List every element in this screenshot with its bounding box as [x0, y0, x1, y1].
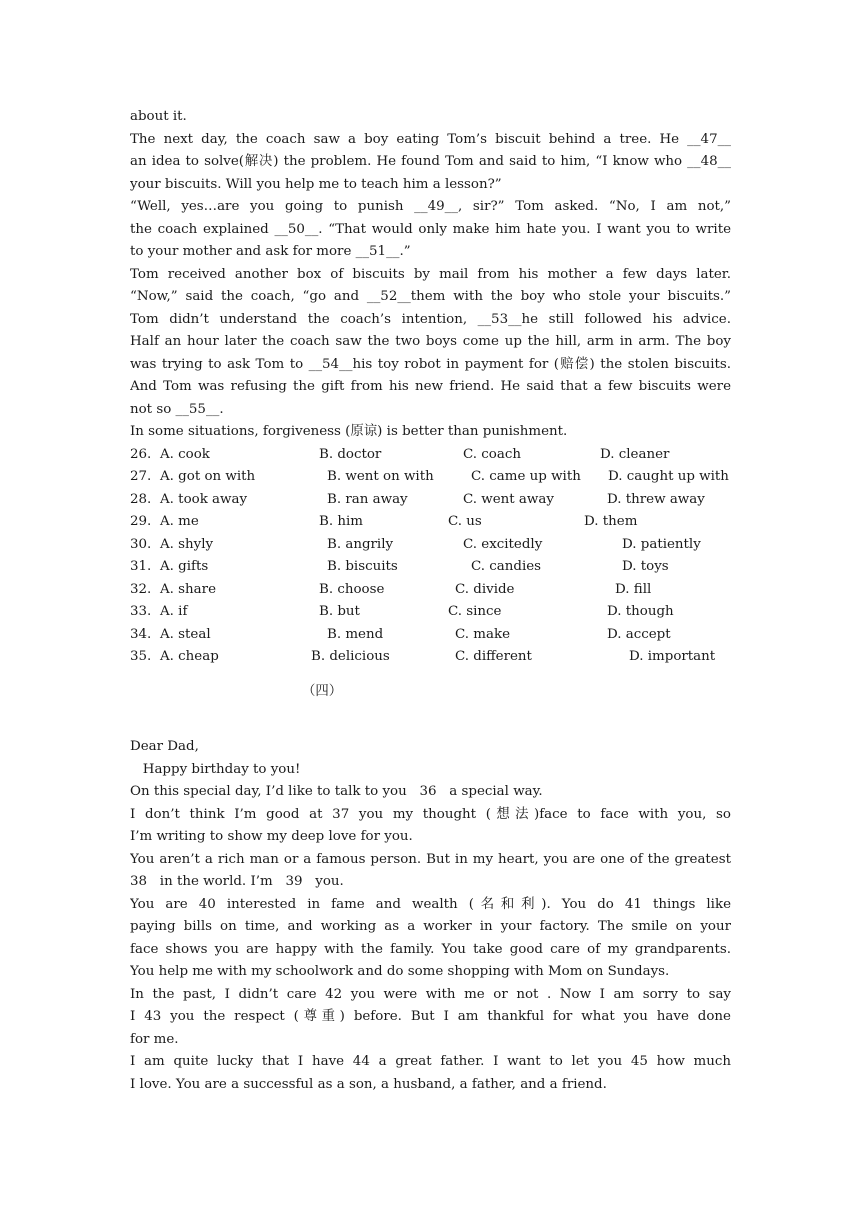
option-d: D. them [584, 514, 638, 529]
passage-line: In some situations, forgiveness (原谅) is better than punishment. [130, 424, 568, 439]
letter-line: face shows you are happy with the family. You take good care of my grandparents. [130, 941, 731, 957]
option-d: D. fill [615, 581, 652, 597]
option-b: B. doctor [319, 446, 382, 462]
option-d: D. threw away [607, 491, 705, 507]
letter-line: I am quite lucky that I have 44 a great father. I want to let you 45 how much [130, 1054, 731, 1069]
question-options [130, 624, 731, 647]
passage-line: Half an hour later the coach saw the two boys come up the hill, arm in arm. The boy [130, 334, 731, 349]
passage-line: was trying to ask Tom to __54__his toy robot in payment for (赔偿) the stolen biscuits. [130, 356, 731, 372]
question-number: 26. [130, 446, 152, 462]
passage-line: “Well, yes…are you going to punish __49__, sir?” Tom asked. “No, I am not,” [130, 199, 731, 214]
option-d: D. important [629, 649, 716, 664]
option-b: B. delicious [311, 649, 390, 664]
letter-line: I love. You are a successful as a son, a husband, a father, and a friend. [130, 1076, 607, 1092]
question-number: 31. [130, 559, 152, 574]
letter-line: You are 40 interested in fame and wealth (名和利). You do 41 things like [130, 896, 731, 912]
question-number: 35. [130, 649, 152, 664]
option-a: A. gifts [160, 559, 209, 574]
letter-line: On this special day, I’d like to talk to you 36 a special way. [130, 784, 543, 799]
passage-line: about it. [130, 109, 187, 124]
passage-line: The next day, the coach saw a boy eating Tom’s biscuit behind a tree. He __47__ [130, 131, 731, 147]
option-b: B. angrily [327, 536, 394, 552]
option-c: C. excitedly [463, 536, 543, 552]
question-options [130, 556, 731, 579]
option-d: D. though [607, 604, 674, 619]
option-b: B. choose [319, 581, 385, 597]
passage-line: an idea to solve(解决) the problem. He found Tom and said to him, “I know who __48__ [130, 154, 731, 169]
document-body [130, 106, 731, 1096]
passage-line: not so __55__. [130, 401, 224, 417]
option-a: A. cheap [160, 649, 219, 664]
option-c: C. divide [455, 581, 515, 597]
option-a: A. steal [160, 626, 211, 642]
blank-line [130, 714, 731, 737]
option-b: B. him [319, 514, 363, 529]
option-b: B. ran away [327, 491, 408, 507]
option-b: B. went on with [327, 469, 434, 484]
option-a: A. took away [160, 491, 248, 507]
letter-line: In the past, I didn’t care 42 you were with me or not . Now I am sorry to say [130, 986, 731, 1002]
letter-line: I’m writing to show my deep love for you. [130, 829, 413, 844]
option-d: D. cleaner [600, 446, 670, 462]
passage-line: “Now,” said the coach, “go and __52__them with the boy who stole your biscuits.” [130, 289, 731, 304]
question-options [130, 489, 731, 512]
option-a: A. share [160, 581, 216, 597]
option-d: D. patiently [622, 536, 701, 552]
option-d: D. caught up with [608, 469, 729, 484]
question-options [130, 444, 731, 467]
option-c: C. different [455, 649, 532, 664]
letter-passage [130, 736, 731, 1096]
question-number: 28. [130, 491, 152, 507]
option-b: B. mend [327, 626, 384, 642]
option-a: A. me [160, 514, 199, 529]
letter-line: You help me with my schoolwork and do some shopping with Mom on Sundays. [130, 964, 670, 979]
option-b: B. but [319, 604, 360, 619]
option-c: C. went away [463, 491, 554, 507]
option-a: A. got on with [160, 469, 256, 484]
question-number: 34. [130, 626, 152, 642]
passage-line: Tom received another box of biscuits by mail from his mother a few days later. [130, 266, 731, 282]
passage-line: Tom didn’t understand the coach’s intention, __53__he still followed his advice. [130, 311, 731, 327]
option-c: C. candies [471, 559, 542, 574]
letter-salutation: Dear Dad, [130, 739, 199, 754]
question-number: 29. [130, 514, 152, 529]
option-c: C. us [448, 514, 482, 529]
option-c: C. make [455, 626, 511, 642]
passage-line: your biscuits. Will you help me to teach him a lesson?” [130, 176, 502, 192]
letter-line: I don’t think I’m good at 37 you my thought (想法)face to face with you, so [130, 806, 731, 822]
question-number: 27. [130, 469, 152, 484]
letter-line: I 43 you the respect (尊重) before. But I am thankful for what you have done [130, 1009, 731, 1024]
section-heading: （四） [302, 683, 343, 699]
passage-3 [130, 106, 731, 444]
option-c: C. coach [463, 446, 521, 462]
question-options [130, 466, 731, 489]
question-options [130, 534, 731, 557]
passage-line: the coach explained __50__. “That would only make him hate you. I want you to write [130, 221, 731, 237]
option-b: B. biscuits [327, 559, 398, 574]
question-options [130, 646, 731, 669]
option-a: A. cook [160, 446, 210, 462]
letter-line: Happy birthday to you! [130, 761, 301, 777]
options-list [130, 444, 731, 669]
letter-line: paying bills on time, and working as a worker in your factory. The smile on your [130, 919, 731, 934]
option-d: D. toys [622, 559, 669, 574]
letter-line: You aren’t a rich man or a famous person. But in my heart, you are one of the greatest [130, 851, 731, 867]
question-options [130, 579, 731, 602]
option-d: D. accept [607, 626, 671, 642]
passage-line: to your mother and ask for more __51__.” [130, 244, 411, 259]
question-number: 30. [130, 536, 152, 552]
option-a: A. if [160, 604, 188, 619]
passage-line: And Tom was refusing the gift from his new friend. He said that a few biscuits were [130, 379, 731, 394]
option-c: C. came up with [471, 469, 581, 484]
question-options [130, 601, 731, 624]
question-number: 32. [130, 581, 152, 597]
option-c: C. since [448, 604, 502, 619]
letter-line: 38 in the world. I’m 39 you. [130, 874, 344, 889]
question-options [130, 511, 731, 534]
question-number: 33. [130, 604, 152, 619]
letter-line: for me. [130, 1031, 179, 1047]
option-a: A. shyly [160, 536, 214, 552]
